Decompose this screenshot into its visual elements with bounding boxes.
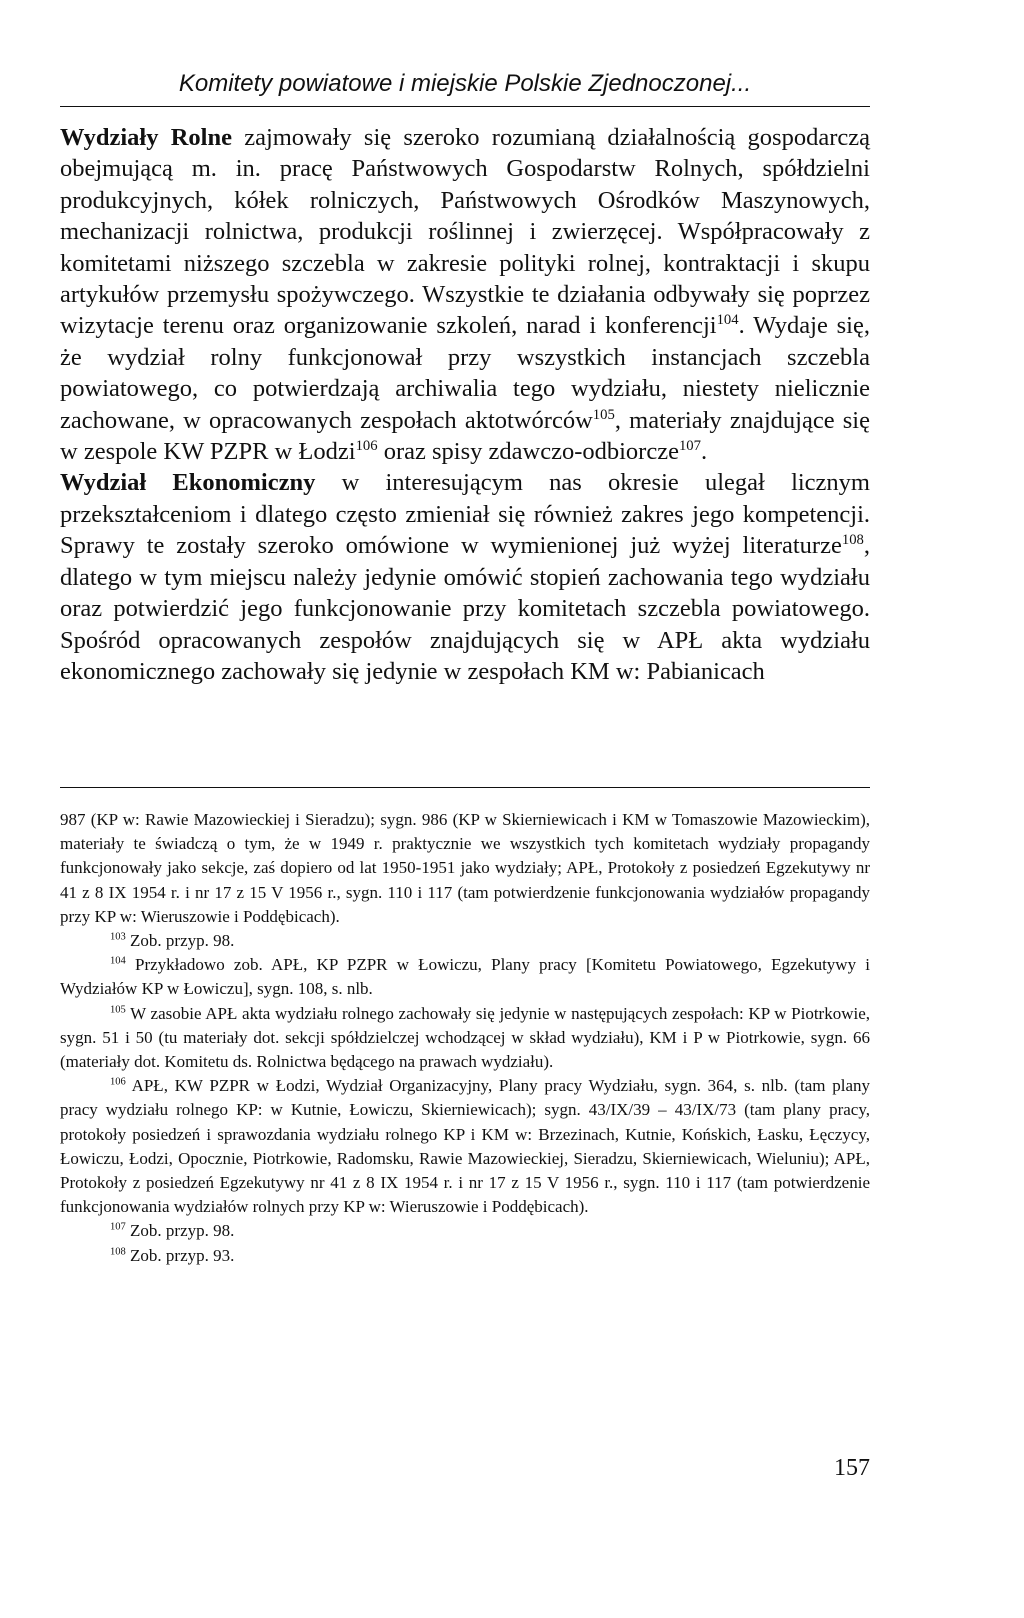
paragraph-lead: Wydział Ekonomiczny: [60, 469, 316, 497]
footnote-divider: [60, 787, 870, 788]
paragraph-agricultural-departments: [60, 122, 870, 467]
paragraph-text: . Wydaje się, że wydział rolny funkcjonował przy wszystkich instancjach szczebla powiatowego, co potwierdzają archiwalia tego wydziału, niestety nielicznie zachowane, w opracowanych zespołach aktotwórców: [60, 312, 870, 434]
footnote-item: [60, 929, 870, 953]
footnote-ref: 108: [841, 532, 864, 549]
footnote-item: [60, 1244, 870, 1268]
footnote-text: Zob. przyp. 98.: [125, 1221, 235, 1241]
paragraph-economic-department: [60, 467, 870, 687]
footnote-ref: 105: [592, 406, 615, 423]
footnote-continuation: 987 (KP w: Rawie Mazowieckiej i Sieradzu); sygn. 986 (KP w Skierniewicach i KM w Tomaszowie Mazowieckim), materiały te świadczą o tym, że w 1949 r. praktycznie we wszystkich tych komitetach wydziały propagandy funkcjonowały jako sekcje, zaś dopiero od lat 1950-1951 jako wydziały; APŁ, Protokoły z posiedzeń Egzekutywy nr 41 z 8 IX 1954 r. i nr 17 z 15 V 1956 r., sygn. 110 i 117 (tam potwierdzenie funkcjonowania wydziałów propagandy przy KP w: Wieruszowie i Poddębicach).: [60, 810, 870, 926]
paragraph-text: , dlatego w tym miejscu należy jedynie omówić stopień zachowania tego wydziału oraz potwierdzić jego funkcjonowanie przy komitetach szczebla powiatowego. Spośród opracowanych zespołów znajdujących się w APŁ akta wydziału ekonomicznego zachowały się jedynie w zespołach KM w: Pabianicach: [60, 532, 870, 685]
footnote-number: 104: [110, 955, 126, 967]
footnote-text: Przykładowo zob. APŁ, KP PZPR w Łowiczu, Plany pracy [Komitetu Powiatowego, Egzekutywy i Wydziałów KP w Łowiczu], sygn. 108, s. nlb.: [60, 955, 870, 999]
footnote-item: [60, 1002, 870, 1075]
page-number: 157: [834, 1455, 870, 1481]
paragraph-text: , materiały znajdujące się w zespole KW PZPR w Łodzi: [60, 406, 870, 466]
footnote-number: 107: [110, 1222, 126, 1234]
paragraph-text: zajmowały się szeroko rozumianą działalnością gospodarczą obejmującą m. in. pracę Państwowych Gospodarstw Rolnych, spółdzielni produkcyjnych, kółek rolniczych, Państwowych Ośrodków Maszynowych, mechanizacji rolnictwa, produkcji roślinnej i zwierzęcej. Współpracowały z komitetami niższego szczebla w zakresie polityki rolnej, kontraktacji i skupu artykułów przemysłu spożywczego. Wszystkie te działania odbywały się poprzez wizytacje terenu oraz organizowanie szkoleń, narad i konferencji: [60, 124, 870, 340]
running-header: Komitety powiatowe i miejskie Polskie Zjednoczonej...: [178, 70, 752, 97]
header-divider: [60, 106, 870, 107]
paragraph-text: w interesującym nas okresie ulegał licznym przekształceniom i dlatego często zmieniał się również zakres jego kompetencji. Sprawy te zostały szeroko omówione w wymienionej już wyżej literaturze: [60, 469, 870, 560]
footnote-item: [60, 953, 870, 1001]
main-text: [60, 122, 870, 687]
footnote-number: 103: [110, 931, 126, 943]
footnote-text: W zasobie APŁ akta wydziału rolnego zachowały się jedynie w następujących zespołach: KP w Piotrkowie, sygn. 51 i 50 (tu materiały dot. sekcji spółdzielczej wchodzącej w skład wydziału), KM i P w Piotrkowie, sygn. 66 (materiały dot. Komitetu ds. Rolnictwa będącego na prawach wydziału).: [60, 1003, 870, 1072]
footnote-text: Zob. przyp. 98.: [125, 931, 235, 951]
footnote-item: [60, 1219, 870, 1243]
footnote-item: [60, 1074, 870, 1219]
footnote-number: 108: [110, 1246, 126, 1258]
footnote-ref: 106: [355, 438, 378, 455]
footnote-number: 105: [110, 1004, 126, 1016]
paragraph-text: oraz spisy zdawczo-odbiorcze: [377, 438, 679, 466]
footnote-text: Zob. przyp. 93.: [125, 1245, 235, 1265]
footnote-ref: 107: [678, 438, 701, 455]
paragraph-lead: Wydziały Rolne: [60, 124, 232, 151]
footnote-ref: 104: [716, 312, 739, 329]
footnotes: [60, 808, 870, 1268]
footnote-number: 106: [110, 1076, 126, 1088]
footnote-text: APŁ, KW PZPR w Łodzi, Wydział Organizacyjny, Plany pracy Wydziału, sygn. 364, s. nlb. (tam plany pracy wydziału rolnego KP: w Kutnie, Łowiczu, Skierniewicach); sygn. 43/IX/39 – 43/IX/73 (tam plany pracy, protokoły posiedzeń i sprawozdania wydziału rolnego KP i KM w: Brzezinach, Kutnie, Końskich, Łasku, Łęczycy, Łowiczu, Łodzi, Opocznie, Piotrkowie, Radomsku, Rawie Mazowieckiej, Sieradzu, Skierniewicach, Wieluniu); APŁ, Protokoły z posiedzeń Egzekutywy nr 41 z 8 IX 1954 r. i nr 17 z 15 V 1956 r., sygn. 110 i 117 (tam potwierdzenie funkcjonowania wydziałów rolnych przy KP w: Wieruszowie i Poddębicach).: [60, 1076, 870, 1217]
paragraph-text: .: [700, 438, 708, 466]
